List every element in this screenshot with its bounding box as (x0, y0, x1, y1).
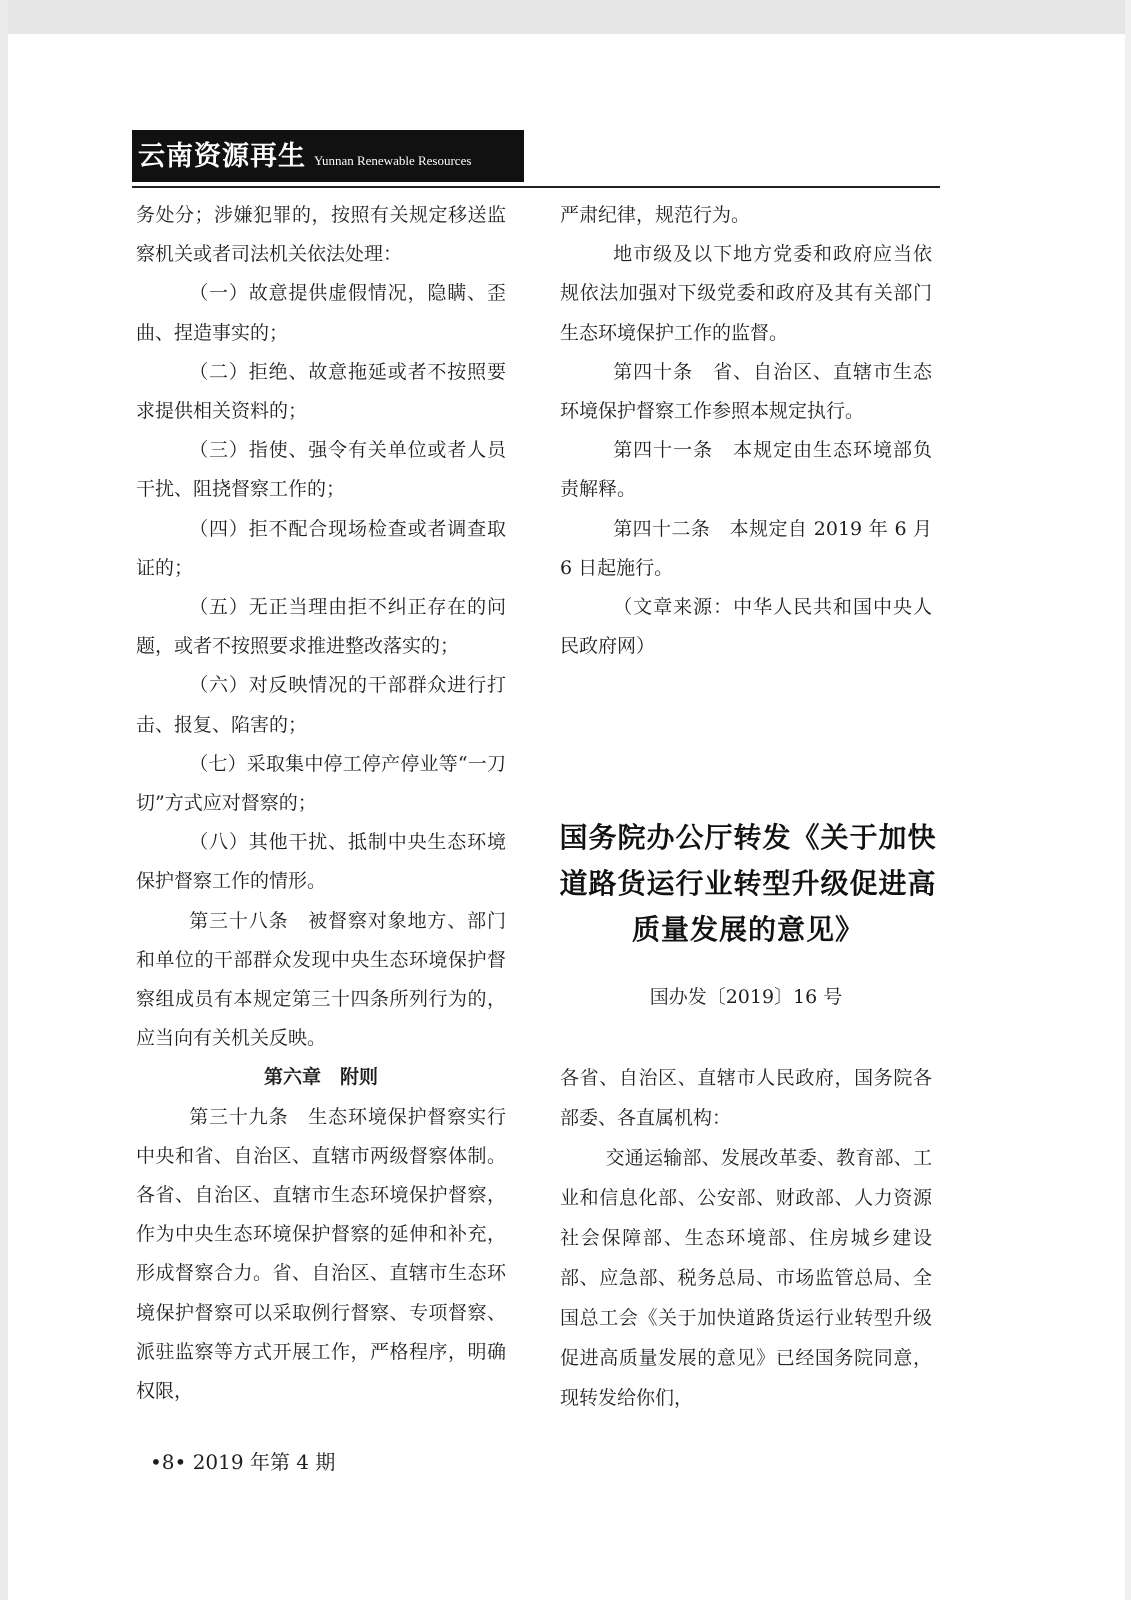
list-item: （一）故意提供虚假情况，隐瞒、歪曲、捏造事实的； (136, 282, 506, 344)
article-41: 第四十一条 本规定由生态环境部负责解释。 (560, 439, 932, 501)
left-column (136, 196, 506, 1411)
article-title: 国务院办公厅转发《关于加快道路货运行业转型升级促进高质量发展的意见》 (559, 821, 937, 946)
article-40: 第四十条 省、自治区、直辖市生态环境保护督察工作参照本规定执行。 (560, 360, 932, 423)
paragraph: 严肃纪律，规范行为。 (560, 204, 751, 226)
paragraph: 务处分；涉嫌犯罪的，按照有关规定移送监察机关或者司法机关依法处理： (136, 204, 506, 266)
source-note: （文章来源：中华人民共和国中央人民政府网） (560, 596, 932, 658)
chapter-heading: 第六章 附则 (263, 1066, 378, 1089)
right-column-top (560, 196, 932, 666)
paragraph: 交通运输部、发展改革委、教育部、工业和信息化部、公安部、财政部、人力资源社会保障部、生态环境部、住房城乡建设部、应急部、税务总局、市场监管总局、全国总工会《关于加快道路货运行业转型升级促进高质量发展的意见》已经国务院同意，现转发给你们， (560, 1147, 932, 1409)
article-38: 第三十八条 被督察对象地方、部门和单位的干部群众发现中央生态环境保护督察组成员有本规定第三十四条所列行为的，应当向有关机关反映。 (136, 909, 506, 1050)
masthead-title-cn: 云南资源再生 (138, 141, 306, 172)
document-number: 国办发〔2019〕16 号 (649, 986, 843, 1008)
article-42: 第四十二条 本规定自 2019 年 6 月 6 日起施行。 (560, 517, 932, 579)
issue-label: 2019 年第 4 期 (192, 1450, 336, 1474)
paragraph: 地市级及以下地方党委和政府应当依规依法加强对下级党委和政府及其有关部门生态环境保护工作的监督。 (560, 243, 932, 344)
list-item: （七）采取集中停工停产停业等“一刀切”方式应对督察的； (136, 752, 506, 815)
masthead-title-en: Yunnan Renewable Resources (314, 153, 472, 168)
scan-border-left (0, 0, 8, 1600)
list-item: （三）指使、强令有关单位或者人员干扰、阻挠督察工作的； (136, 439, 506, 501)
scan-border-right (1125, 0, 1131, 1600)
list-item: （二）拒绝、故意拖延或者不按照要求提供相关资料的； (136, 360, 506, 423)
list-item: （四）拒不配合现场检查或者调查取证的； (136, 517, 506, 579)
salutation: 各省、自治区、直辖市人民政府，国务院各部委、各直属机构： (560, 1067, 932, 1129)
page-footer (150, 1446, 335, 1475)
header-rule (132, 186, 940, 188)
scan-border-top (0, 0, 1131, 34)
list-item: （六）对反映情况的干部群众进行打击、报复、陷害的； (136, 674, 506, 736)
page-number: •8• (150, 1450, 187, 1474)
list-item: （五）无正当理由拒不纠正存在的问题，或者不按照要求推进整改落实的； (136, 596, 506, 658)
journal-masthead (132, 130, 524, 182)
list-item: （八）其他干扰、抵制中央生态环境保护督察工作的情形。 (136, 831, 506, 893)
right-column-body (560, 1058, 932, 1418)
article-39: 第三十九条 生态环境保护督察实行中央和省、自治区、直辖市两级督察体制。各省、自治区、直辖市生态环境保护督察，作为中央生态环境保护督察的延伸和补充，形成督察合力。省、自治区、直辖市生态环境保护督察可以采取例行督察、专项督察、派驻监察等方式开展工作，严格程序，明确权限， (136, 1105, 506, 1403)
